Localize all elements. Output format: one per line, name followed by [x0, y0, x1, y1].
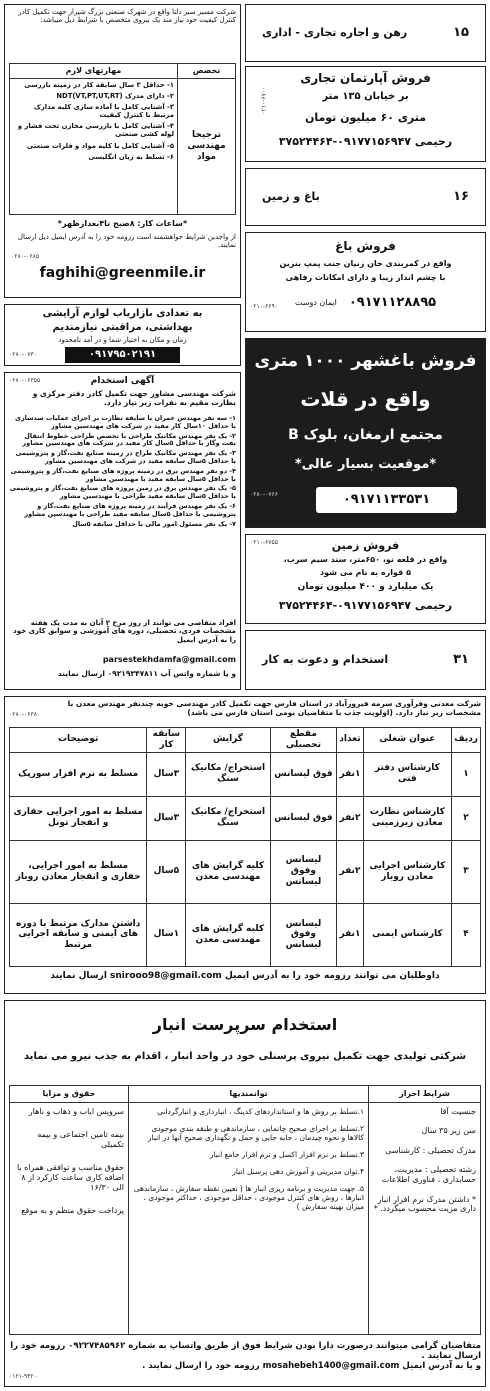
- condition-item: سن زیر ۳۵ سال: [421, 1126, 476, 1136]
- ad-phone: ۰۹۱۷۱۱۲۸۸۹۵: [348, 295, 437, 310]
- ad-header: شرکت معدنی وفرآوری سرمه فیروزآباد در استان فارس جهت تکمیل کادر مهندسی خوبه چندنفر مهندس معدن با مشخصات زیر نیاز دارد. (اولویت جذب با متقاضیان بومی استان فارس می باشد): [67, 699, 481, 717]
- table-cell: ۲: [452, 796, 481, 840]
- ad-line: واقع در کمربندی خان زنیان جنب پمپ بنزین: [279, 259, 452, 268]
- section-number: ۱۵: [453, 25, 469, 41]
- table-cell: استخراج/ مکانیک سنگ: [186, 796, 270, 840]
- abilities-list: [129, 1103, 368, 1223]
- table-cell: ۴: [452, 903, 481, 966]
- ad-footer: [9, 971, 481, 982]
- specialty-column: [177, 64, 235, 214]
- table-header-row: [10, 728, 481, 753]
- section-header-31: [245, 630, 486, 690]
- position-item: ۷- یک نفر مسئول امور مالی با حداقل سابقه ۵سال: [72, 519, 236, 528]
- ad-greenmile: [4, 4, 241, 298]
- mining-table-wrap: [9, 727, 481, 967]
- table-cell: ۱نفر: [337, 903, 363, 966]
- conditions-column: [368, 1086, 480, 1334]
- positions-list: [9, 415, 236, 530]
- table-cell: مسلط به امور اجرایی، حفاری و انفجار معادن روباز: [10, 840, 147, 903]
- ad-code: ۰۱۲۱-۹۴۲۰: [9, 1373, 37, 1380]
- ad-engineering: [4, 372, 241, 690]
- ad-phone: ۰۹۱۷۱۱۳۳۵۳۱: [316, 487, 457, 513]
- column-header: حقوق و مزایا: [10, 1086, 128, 1103]
- skill-item: ۶- تسلط به زبان انگلیسی: [88, 152, 174, 161]
- ability-item: ۲.تسلط بر اجرای صحیح چانمایی ، سازماندهی و طبقه بندی موجودی کالاها و نحوه چیدمان ، جابه جایی و حمل و نگهداری صحیح آنها در انبار: [147, 1123, 364, 1142]
- condition-item: جنسیت آقا: [440, 1106, 476, 1116]
- table-cell: ۳سال: [147, 752, 186, 796]
- skill-item: ۲- دارای مدرک (NDT(VT,PT,UT,RT: [56, 91, 174, 100]
- table-cell: ۲نفر: [337, 796, 363, 840]
- ad-garden: [245, 232, 486, 332]
- condition-item: مدرک تحصیلی : کارشناسی: [385, 1145, 476, 1155]
- ad-note: از واجدین شرایط خواهشمند است رزومه خود را به آدرس ایمیل ذیل ارسال نمایند.: [17, 233, 236, 250]
- table-cell: ۳: [452, 840, 481, 903]
- ad-line: مجتمع ارمغان، بلوک B: [288, 427, 443, 443]
- table-cell: ۱سال: [147, 903, 186, 966]
- ad-code: ۰۲۱۰-۶۶۹۰: [250, 303, 278, 310]
- table-cell: لیسانس وفوق لیسانس: [270, 903, 337, 966]
- ad-apply: افراد متقاضی می توانند از روز مرخ ۲ آبان به مدت یک هفته مشخصات فردی، تحصیلی، دوره های آموزشی و سوابق کاری خود را به آدرس ایمیل: [13, 619, 236, 644]
- warehouse-table: [9, 1085, 481, 1335]
- table-cell: ۱نفر: [337, 752, 363, 796]
- table-cell: فوق لیسانس: [270, 752, 337, 796]
- benefit-item: پرداخت حقوق منظم و به موقع: [21, 1206, 124, 1216]
- ad-code: ۰۲۸۰-۰۷۶۶: [250, 491, 278, 498]
- skill-item: ۴- آشنایی کامل با بازرسی مخازن تحت فشار و لوله کشی صنعتی: [17, 122, 174, 139]
- column-header: توضیحات: [10, 728, 147, 753]
- ad-whatsapp: و یا شماره واتس آپ ۰۹۲۱۹۳۴۷۸۱۱ ارسال نمایند: [57, 669, 236, 678]
- ad-line: بر خیابان ۱۳۵ متر: [322, 91, 409, 102]
- skills-list: [10, 79, 177, 166]
- ad-code: ۰۲۱۰-۶۷۵۵: [250, 539, 278, 546]
- position-item: ۴- دو نفر مهندس برق در زمینه پروژه های صنایع نفت،گاز و پتروشیمی با حداقل ۵سال سابقه مفید با مهندسین مشاور: [10, 466, 236, 483]
- table-body: [10, 752, 481, 966]
- specialty-value: ترجیحا مهندسی مواد: [187, 130, 226, 162]
- position-item: ۱- سه نفر مهندس عمران با سابقه نظارت بر اجرای عملیات سدسازی با حداقل ۱۰سال کار مفید در شرکت های مهندسین مشاور: [14, 414, 236, 430]
- ability-item: ۴.توان مدیریتی و آموزش دهی پرسنل انبار: [232, 1166, 364, 1176]
- column-header: عنوان شغلی: [363, 728, 451, 753]
- ad-bagh-shahr: [245, 338, 486, 528]
- section-title: باغ و زمین: [262, 190, 320, 204]
- ad-land: [245, 534, 486, 624]
- table-cell: ۱: [452, 752, 481, 796]
- table-cell: کارشناس دفتر فنی: [363, 752, 451, 796]
- column-header: گرایش: [186, 728, 270, 753]
- column-header: سابقه کار: [147, 728, 186, 753]
- position-item: ۳- یک نفر مهندس مکانیک طراح در زمینه صنایع نفت،گاز و پتروشیمی با حداقل ۵سال سابقه مفید در شرکت های مهندسین مشاور: [15, 449, 236, 465]
- ad-apartment: [245, 66, 486, 162]
- ad-footer-line2: [45, 1361, 481, 1371]
- ability-item: ۳.تسلط بر نرم افزار اکسل و نرم افزار جامع انبار: [209, 1149, 364, 1159]
- ad-title: فروش زمین: [331, 539, 400, 552]
- ad-phones: رحیمی ۰۹۱۷۷۱۵۶۹۴۷-۳۷۵۲۴۴۶۴: [278, 599, 453, 612]
- ad-line: ۵ قواره به نام می شود: [320, 568, 411, 577]
- column-header: ردیف: [452, 728, 481, 753]
- ad-code: ۰۲۸۰-۰۶۸۵: [11, 253, 39, 260]
- table-row: [10, 752, 481, 796]
- table-cell: کارشناس ایمنی: [363, 903, 451, 966]
- ad-mining: [4, 696, 486, 994]
- table-cell: مسلط به امور اجرایی حفاری و انفجار تونل: [10, 796, 147, 840]
- skills-table: [9, 63, 236, 215]
- column-header: توانمندیها: [129, 1086, 368, 1103]
- table-row: [10, 796, 481, 840]
- table-cell: ۵سال: [147, 840, 186, 903]
- benefit-item: سرویس ایاب و ذهاب و ناهار: [28, 1106, 124, 1116]
- ad-line: یک میلیارد و ۴۰۰ میلیون تومان: [297, 582, 434, 592]
- table-cell: کارشناس اجرایی معادن روباز: [363, 840, 451, 903]
- table-row: [10, 840, 481, 903]
- section-number: ۳۱: [453, 652, 469, 668]
- table-cell: کلیه گرایش های مهندسی معدن: [186, 903, 270, 966]
- email-link[interactable]: faghihi@greenmile.ir: [39, 265, 206, 281]
- ad-title: آگهی استخدام: [90, 376, 155, 386]
- column-header: تخصص: [178, 64, 235, 79]
- ad-line: بهداشتی، مراقبتی نیازمندیم: [52, 322, 193, 333]
- conditions-list: [369, 1103, 480, 1228]
- ad-code: ۰۲۱۰-۶۷۰۰: [260, 86, 268, 115]
- ad-title: استخدام سرپرست انبار: [152, 1015, 338, 1034]
- ad-warehouse: [4, 1000, 486, 1387]
- email-link[interactable]: parsestekhdamfa@gmail.com: [102, 655, 236, 664]
- skill-item: ۱- حداقل ۳ سال سابقه کار در زمینه بازرسی: [24, 80, 174, 89]
- condition-item: * داشتن مدرک نرم افزار انبار داری مزیت محسوب میگردد. *: [373, 1194, 476, 1214]
- ad-footer-line1: متقاضیان گرامی میتوانند درصورت دارا بودن شرایط فوق از طریق واتساپ به شماره ۰۹۲۲۷۴۸۵۹۶۲ رزومه خود را ارسال نمایند .: [10, 1341, 481, 1362]
- email-link[interactable]: snirooo98@gmail.com: [110, 971, 222, 981]
- ad-phones: رحیمی ۰۹۱۷۷۱۵۶۹۴۷-۳۷۵۲۴۴۶۴: [278, 135, 453, 148]
- skill-item: ۵- آشنایی کامل با کلیه مواد و فلزات صنعتی: [26, 141, 174, 150]
- position-item: ۲- یک نفر مهندس مکانیک طراحی با تخصص طراحی خطوط انتقال نفت وگاز با حداقل ۵سال کار مفید در شرکت های مهندسین مشاور: [22, 431, 236, 448]
- benefit-item: حقوق مناسب و توافقی همراه با اضافه کاری ساعت کارکرد از ۸ الی ۱۶/۳۰: [16, 1163, 124, 1192]
- ad-line: به تعدادی بازاریاب لوازم آرایشی: [42, 308, 203, 319]
- email-link[interactable]: mosahebeh1400@gmail.com: [262, 1361, 400, 1371]
- table-cell: استخراج/ مکانیک سنگ: [186, 752, 270, 796]
- ad-code: ۰۲۸۰-۰۶۳۸۰: [9, 711, 41, 718]
- column-header: مهارتهای لازم: [10, 64, 177, 79]
- table-cell: لیسانس وفوق لیسانس: [270, 840, 337, 903]
- skill-item: ۳- آشنایی کامل با آماده سازی کلیه مدارک مرتبط با کنترل کیفیت: [33, 102, 174, 120]
- column-header: شرایط احراز: [369, 1086, 480, 1103]
- position-item: ۵- یک نفر مهندس برق در زمین پروژه های صنایع نفت،گاز و پتروشیمی با حداقل ۵سال سابقه مفید طراحی با مهندسین مشاور: [9, 484, 236, 501]
- table-cell: مسلط به نرم افزار سورپک: [10, 752, 147, 796]
- ad-line: واقع در قلعه نو، ۶۵۰متر، سند سیم سرب،: [283, 555, 448, 564]
- footer-text: و یا به آدرس ایمیل: [402, 1361, 481, 1371]
- benefits-column: [10, 1086, 128, 1334]
- ad-code: ۰۲۸۰-۰۷۳۰: [9, 351, 37, 358]
- footer-text: ارسال نمایند: [50, 971, 107, 981]
- table-cell: ۲نفر: [337, 840, 363, 903]
- ad-intro: شرکتی تولیدی جهت تکمیل نیروی پرسنلی خود در واحد انبار ، اقدام به جذب نیرو می نماید: [23, 1051, 467, 1062]
- position-item: ۶- یک نفر مهندس فرآیند در زمینه پروژه های صنایع نفت،گاز و پتروشیمی با حداقل ۵سال سابقه مفید طراحی با مهندسین مشاور: [24, 501, 236, 518]
- mining-table: [9, 727, 481, 967]
- footer-text: رزومه خود را ارسال نمایند .: [142, 1361, 260, 1371]
- ad-hours: *ساعات کار: ۸صبح تا۴بعدازظهر*: [57, 219, 188, 228]
- section-number: ۱۶: [453, 189, 469, 205]
- condition-item: رشته تحصیلی : مدیریت، حسابداری ، فناوری اطلاعات: [381, 1165, 476, 1184]
- ad-intro: شرکت مسیر سبز دلتا واقع در شهرک صنعتی بزرگ شیراز جهت تکمیل کادر کنترل کیفیت خود نیاز مند یک نیروی متخصص با شرایط ذیل میباشد:: [18, 8, 236, 25]
- ad-phone: ۰۹۱۷۹۵۰۲۱۹۱: [65, 347, 180, 363]
- ad-cosmetics: [4, 304, 241, 366]
- ad-title: فروش باغ: [335, 239, 396, 253]
- skills-column: [10, 64, 177, 214]
- ad-title: فروش آپارتمان تجاری: [300, 71, 431, 85]
- column-header: مقطع تحصیلی: [270, 728, 337, 753]
- ability-item: ۱.تسلط بر روش ها و استانداردهای کدینگ ، انبارداری و انبارگردانی: [157, 1106, 364, 1116]
- column-header: تعداد: [337, 728, 363, 753]
- section-title: رهن و اجاره تجاری - اداری: [262, 26, 408, 40]
- ad-line: زمان و مکان به اختیار شما و در آمد نامحدود: [58, 336, 187, 344]
- table-cell: ۳سال: [147, 796, 186, 840]
- section-header-15: [245, 4, 486, 62]
- ad-line: با چشم انداز زیبا و دارای امکانات رفاهی: [285, 273, 446, 282]
- ad-owner: ایمان دوست: [294, 298, 337, 307]
- benefit-item: بیمه تامین اجتماعی و بیمه تکمیلی: [37, 1130, 124, 1149]
- ad-intro: شرکت مهندسی مشاور جهت تکمیل کادر دفتر مرکزی و نظارت مقیم به نفرات زیر نیاز دارد.: [32, 389, 236, 407]
- table-cell: کلیه گرایش های مهندسی معدن: [186, 840, 270, 903]
- table-cell: کارشناس نظارت معادن زیرزمینی: [363, 796, 451, 840]
- benefits-list: [10, 1103, 128, 1234]
- ability-item: ۵. جهت مدیریت و برنامه ریزی انبار ها ( تعیین نقطه سفارش ، سازماندهی انبارها ، روش های کنترل موجودی ، حداقل موجودی ، حداکثر موجودی ، میزان بهینه سفارش ): [133, 1183, 364, 1211]
- table-cell: داشتن مدارک مرتبط با دوره های ایمنی و سابقه اجرایی مرتبط: [10, 903, 147, 966]
- ad-line: فروش باغشهر ۱۰۰۰ متری: [254, 351, 477, 371]
- ad-code: ۰۲۸۰-۰۶۳۵۵: [9, 377, 41, 384]
- abilities-column: [128, 1086, 368, 1334]
- ad-line: *موقعیت بسیار عالی*: [294, 457, 437, 472]
- table-row: [10, 903, 481, 966]
- section-title: استخدام و دعوت به کار: [262, 653, 389, 667]
- ad-line: متری ۶۰ میلیون تومان: [304, 111, 427, 124]
- footer-text: داوطلبان می توانند رزومه خود را به آدرس ایمیل: [224, 971, 440, 981]
- ad-line: واقع در قلات: [300, 387, 431, 411]
- table-cell: فوق لیسانس: [270, 796, 337, 840]
- section-header-16: [245, 168, 486, 226]
